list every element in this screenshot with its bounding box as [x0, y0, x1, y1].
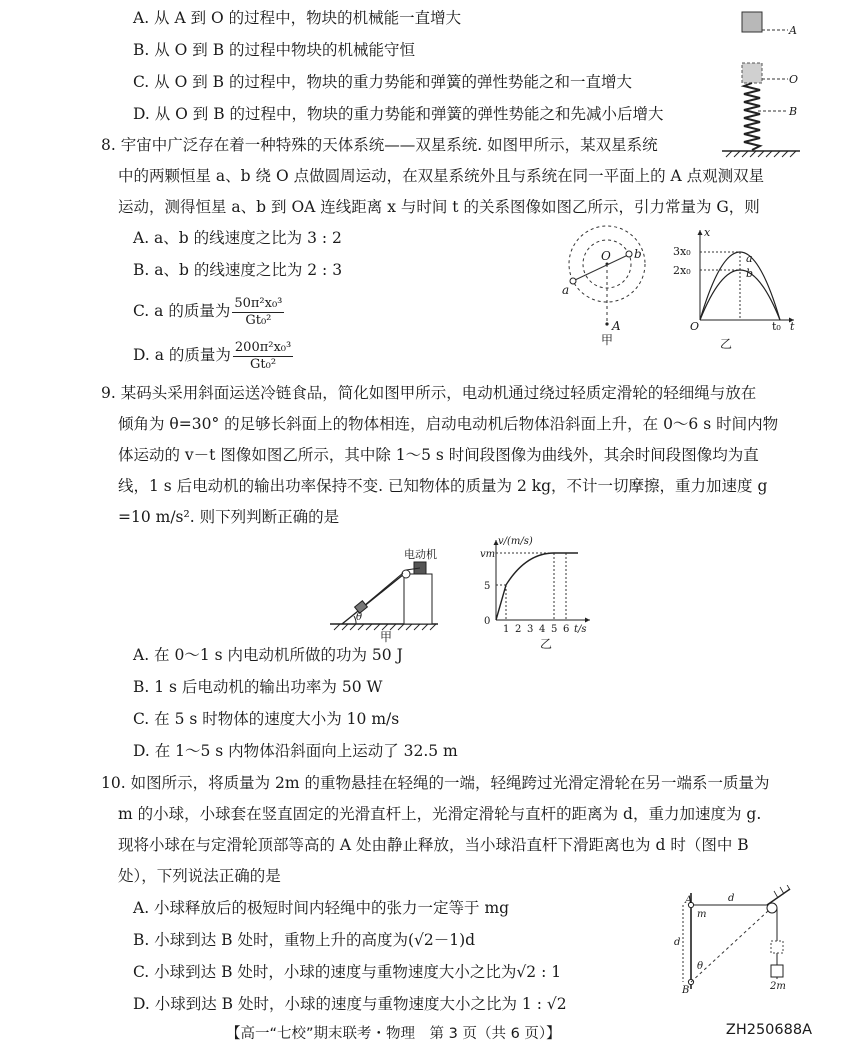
q10-line-3: 现将小球在与定滑轮顶部等高的 A 处由静止释放，当小球沿直杆下滑距离也为 d 时（图中 B — [118, 836, 749, 854]
q9-yi-tick-3: 3 — [527, 624, 534, 635]
q10-pulley-figure — [662, 885, 802, 1001]
q9-line-5: =10 m/s². 则下列判断正确的是 — [118, 508, 340, 526]
q8-yi-tick-3x0: 3x₀ — [673, 245, 691, 258]
q10-line-4: 处），下列说法正确的是 — [118, 867, 281, 885]
q9-yi-caption: 乙 — [540, 637, 553, 651]
q7-label-a: A — [789, 24, 797, 37]
q8-option-d-prefix: D. a 的质量为 — [133, 346, 231, 364]
q7-spring-figure — [722, 6, 812, 158]
q10-fig-d-top: d — [728, 893, 735, 904]
q9-yi-tick-1: 1 — [503, 624, 510, 635]
q8-option-b: B. a、b 的线速度之比为 2 : 3 — [133, 261, 343, 279]
q9-figure-yi — [478, 534, 596, 656]
q10-fig-theta: θ — [697, 961, 704, 972]
q8-yi-curve-b: b — [746, 267, 754, 280]
q9-yi-vm: vm — [480, 549, 496, 560]
q9-yi-tick-2: 2 — [515, 624, 522, 635]
q10-fig-d-left: d — [674, 937, 681, 948]
q8-figure-yi — [672, 224, 800, 350]
q9-option-d: D. 在 1～5 s 内物体沿斜面向上运动了 32.5 m — [133, 742, 458, 760]
q8-figure-jia — [558, 222, 658, 348]
q8-jia-a: a — [562, 283, 570, 297]
q10-line-1: 10. 如图所示，将质量为 2m 的重物悬挂在轻绳的一端，轻绳跨过光滑定滑轮在另一端系一质量为 — [101, 774, 770, 792]
q10-fig-b: B — [682, 985, 690, 996]
q9-option-c: C. 在 5 s 时物体的速度大小为 10 m/s — [133, 710, 400, 728]
q8-line-1: 8. 宇宙中广泛存在着一种特殊的天体系统——双星系统. 如图甲所示，某双星系统 — [101, 136, 658, 154]
q8-option-c-numerator: 50π²x₀³ — [234, 295, 283, 311]
q8-jia-caption: 甲 — [601, 333, 614, 347]
q8-option-d-numerator: 200π²x₀³ — [234, 339, 292, 355]
q9-line-4: 线，1 s 后电动机的输出功率保持不变. 已知物体的质量为 2 kg，不计一切摩擦，重力加速度 g — [118, 477, 768, 495]
q8-jia-A: A — [612, 319, 621, 333]
q8-yi-origin: O — [690, 320, 700, 333]
q9-jia-motor-label: 电动机 — [404, 548, 437, 561]
q10-line-2: m 的小球，小球套在竖直固定的光滑直杆上，光滑定滑轮与直杆的距离为 d，重力加速度为 g. — [118, 805, 762, 823]
q9-yi-zero: 0 — [484, 616, 491, 627]
q8-yi-curve-a: a — [746, 252, 753, 265]
q10-option-d: D. 小球到达 B 处时，小球的速度与重物速度大小之比为 1 : √2 — [133, 995, 567, 1013]
q7-option-b: B. 从 O 到 B 的过程中物块的机械能守恒 — [133, 41, 416, 59]
q7-label-b: B — [789, 105, 798, 118]
footer-page-info: 【高一“七校”期末联考・物理 第 3 页（共 6 页）】 — [226, 1026, 561, 1042]
q7-option-c: C. 从 O 到 B 的过程中，物块的重力势能和弹簧的弹性势能之和一直增大 — [133, 73, 632, 91]
q8-yi-tick-2x0: 2x₀ — [673, 264, 691, 277]
q10-option-b: B. 小球到达 B 处时，重物上升的高度为(√2－1)d — [133, 931, 476, 949]
q9-yi-five: 5 — [484, 581, 491, 592]
q7-label-o: O — [789, 73, 799, 86]
q9-option-a: A. 在 0～1 s 内电动机所做的功为 50 J — [133, 646, 403, 664]
q8-option-d-fraction — [233, 340, 293, 373]
q8-option-c-fraction — [232, 296, 284, 329]
q8-yi-tick-t0: t₀ — [772, 320, 781, 333]
footer-exam-code: ZH250688A — [725, 1022, 812, 1038]
q9-figure-jia — [326, 540, 446, 644]
q8-yi-caption: 乙 — [720, 337, 733, 350]
q10-fig-m: m — [697, 909, 707, 920]
q8-option-a: A. a、b 的线速度之比为 3 : 2 — [133, 229, 342, 247]
q9-line-1: 9. 某码头采用斜面运送冷链食品，简化如图甲所示，电动机通过绕过轻质定滑轮的轻细绳与放在 — [101, 384, 757, 402]
q9-jia-theta: θ — [356, 612, 363, 623]
q9-yi-t-axis-label: t/s — [574, 624, 587, 635]
q9-yi-y-axis-label: v/(m/s) — [498, 536, 533, 547]
q8-option-c-denominator: Gt₀² — [245, 312, 272, 328]
q8-jia-b: b — [634, 247, 642, 261]
q9-line-3: 体运动的 v－t 图像如图乙所示，其中除 1～5 s 时间段图像为曲线外，其余时间段图像均为直 — [118, 446, 759, 464]
q8-option-d-denominator: Gt₀² — [250, 356, 277, 372]
q10-option-c: C. 小球到达 B 处时，小球的速度与重物速度大小之比为√2 : 1 — [133, 963, 562, 981]
q9-yi-tick-5: 5 — [551, 624, 558, 635]
q7-option-d: D. 从 O 到 B 的过程中，物块的重力势能和弹簧的弹性势能之和先减小后增大 — [133, 105, 664, 123]
q10-option-a: A. 小球释放后的极短时间内轻绳中的张力一定等于 mg — [133, 899, 510, 917]
q8-option-c — [133, 294, 286, 329]
q8-line-2: 中的两颗恒星 a、b 绕 O 点做圆周运动，在双星系统外且与系统在同一平面上的 A 点观测双星 — [118, 167, 765, 185]
q8-option-d — [133, 338, 295, 373]
q8-line-3: 运动，测得恒星 a、b 到 OA 连线距离 x 与时间 t 的关系图像如图乙所示，引力常量为 G，则 — [118, 198, 760, 216]
q8-option-c-prefix: C. a 的质量为 — [133, 302, 231, 320]
q9-yi-tick-6: 6 — [563, 624, 570, 635]
q9-option-b: B. 1 s 后电动机的输出功率为 50 W — [133, 678, 383, 696]
q8-yi-x-axis-label: x — [704, 226, 711, 239]
q7-option-a: A. 从 A 到 O 的过程中，物块的机械能一直增大 — [133, 9, 462, 27]
q8-jia-o: O — [601, 249, 611, 263]
q10-fig-a: A — [685, 895, 693, 906]
q9-yi-tick-4: 4 — [539, 624, 546, 635]
q9-line-2: 倾角为 θ=30° 的足够长斜面上的物体相连，启动电动机后物体沿斜面上升，在 0～6 s 时间内物 — [118, 415, 779, 433]
q9-jia-caption: 甲 — [380, 630, 393, 644]
q10-fig-2m: 2m — [770, 981, 786, 992]
q8-yi-t-axis-label: t — [790, 320, 795, 333]
